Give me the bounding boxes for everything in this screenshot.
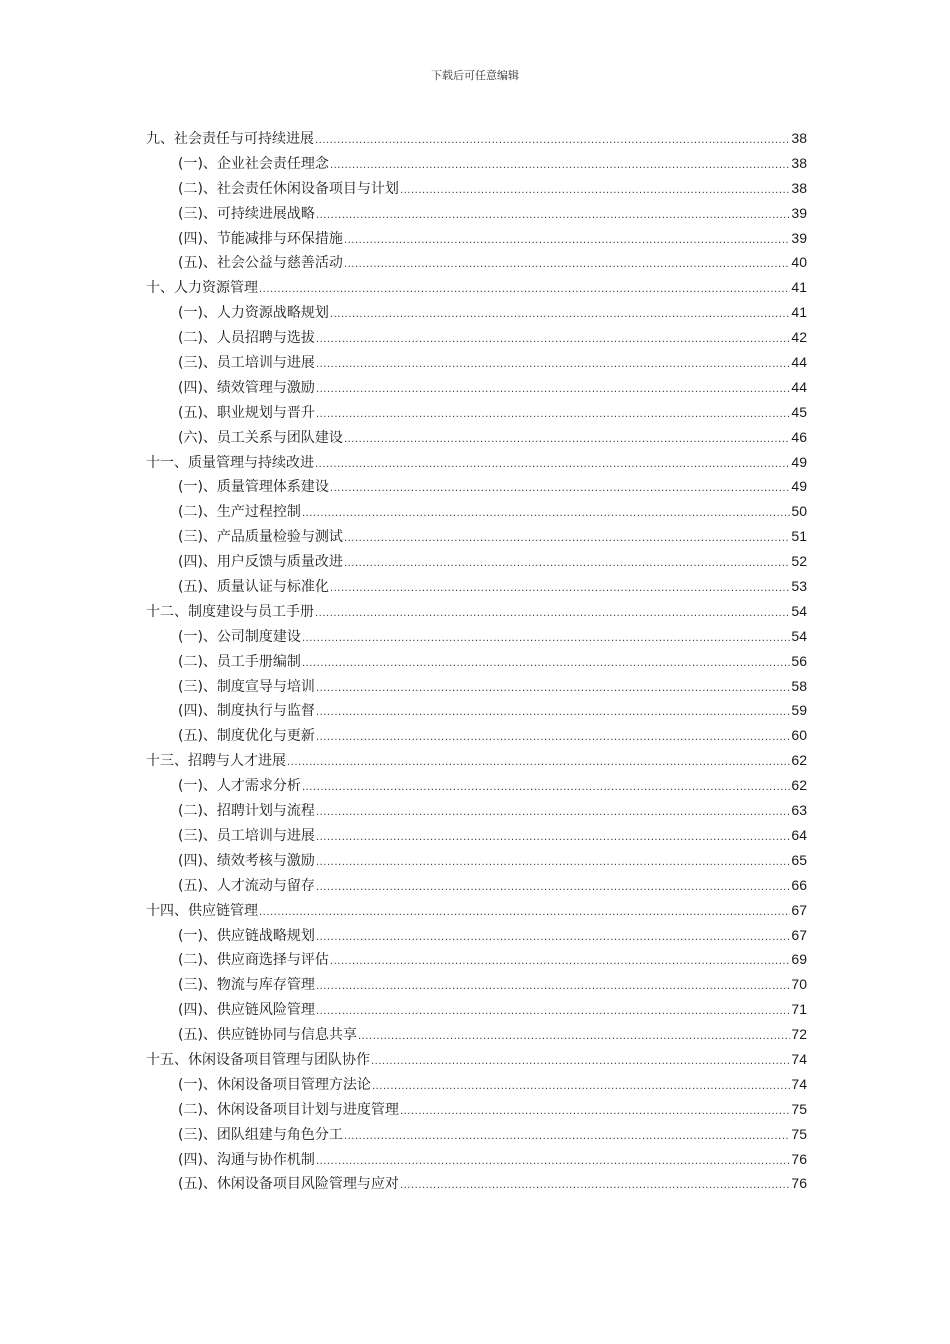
toc-entry-title: (二)、人员招聘与选拔 — [178, 330, 315, 347]
toc-page-number: 44 — [791, 354, 807, 371]
toc-page-number: 62 — [791, 777, 807, 794]
toc-section-entry[interactable] — [146, 823, 807, 848]
toc-section-entry[interactable] — [146, 624, 807, 649]
toc-dot-leader — [302, 627, 790, 652]
toc-page-number: 38 — [791, 179, 807, 196]
toc-entry-title: (五)、职业规划与晋升 — [178, 404, 315, 421]
toc-entry-title: (二)、供应商选择与评估 — [178, 952, 329, 969]
toc-chapter-entry[interactable] — [146, 748, 807, 773]
toc-page-number: 56 — [791, 652, 807, 669]
toc-chapter-entry[interactable] — [146, 275, 807, 300]
toc-entry-title: (二)、招聘计划与流程 — [178, 803, 315, 820]
toc-entry-title: 十三、招聘与人才进展 — [146, 753, 286, 770]
toc-section-entry[interactable] — [146, 1072, 807, 1097]
toc-chapter-entry[interactable] — [146, 898, 807, 923]
toc-section-entry[interactable] — [146, 524, 807, 549]
toc-entry-title: (三)、可持续进展战略 — [178, 205, 315, 222]
toc-entry-title: (一)、供应链战略规划 — [178, 927, 315, 944]
toc-page-number: 45 — [791, 403, 807, 420]
toc-entry-title: (二)、社会责任休闲设备项目与计划 — [178, 180, 399, 197]
toc-entry-title: (三)、员工培训与进展 — [178, 355, 315, 372]
toc-dot-leader — [316, 851, 790, 876]
toc-page-number: 53 — [791, 578, 807, 595]
toc-section-entry[interactable] — [146, 947, 807, 972]
toc-dot-leader — [371, 1050, 790, 1075]
toc-section-entry[interactable] — [146, 350, 807, 375]
toc-dot-leader — [344, 527, 790, 552]
toc-page-number: 49 — [791, 478, 807, 495]
toc-page-number: 49 — [791, 453, 807, 470]
toc-page-number: 38 — [791, 130, 807, 146]
toc-section-entry[interactable] — [146, 151, 807, 176]
toc-section-entry[interactable] — [146, 499, 807, 524]
toc-dot-leader — [316, 701, 790, 726]
toc-entry-title: (三)、产品质量检验与测试 — [178, 529, 343, 546]
toc-section-entry[interactable] — [146, 1122, 807, 1147]
toc-entry-title: (五)、社会公益与慈善活动 — [178, 255, 343, 272]
toc-page-number: 76 — [791, 1175, 807, 1192]
toc-page-number: 59 — [791, 702, 807, 719]
toc-chapter-entry[interactable] — [146, 599, 807, 624]
toc-page-number: 46 — [791, 428, 807, 445]
toc-page-number: 54 — [791, 627, 807, 644]
toc-entry-title: (四)、绩效管理与激励 — [178, 379, 315, 396]
toc-page-number: 72 — [791, 1026, 807, 1043]
toc-entry-title: (五)、质量认证与标准化 — [178, 579, 329, 596]
toc-section-entry[interactable] — [146, 848, 807, 873]
toc-section-entry[interactable] — [146, 972, 807, 997]
toc-section-entry[interactable] — [146, 674, 807, 699]
toc-section-entry[interactable] — [146, 400, 807, 425]
toc-entry-title: (六)、员工关系与团队建设 — [178, 429, 343, 446]
toc-page-number: 66 — [791, 876, 807, 893]
toc-dot-leader — [316, 1000, 790, 1025]
toc-dot-leader — [316, 353, 790, 378]
toc-page-number: 62 — [791, 752, 807, 769]
toc-dot-leader — [259, 278, 790, 303]
toc-entry-title: (四)、制度执行与监督 — [178, 703, 315, 720]
toc-section-entry[interactable] — [146, 997, 807, 1022]
toc-page-number: 64 — [791, 826, 807, 843]
toc-page-number: 41 — [791, 279, 807, 296]
toc-dot-leader — [358, 1025, 790, 1050]
toc-entry-title: (一)、人力资源战略规划 — [178, 305, 329, 322]
toc-dot-leader — [330, 950, 790, 975]
toc-dot-leader — [315, 129, 790, 154]
toc-section-entry[interactable] — [146, 1022, 807, 1047]
toc-page-number: 69 — [791, 951, 807, 968]
toc-dot-leader — [316, 801, 790, 826]
toc-page-number: 38 — [791, 154, 807, 171]
toc-entry-title: (一)、公司制度建设 — [178, 628, 301, 645]
toc-page-number: 75 — [791, 1100, 807, 1117]
toc-page-number: 76 — [791, 1150, 807, 1167]
toc-entry-title: (二)、休闲设备项目计划与进度管理 — [178, 1101, 399, 1118]
toc-entry-title: (二)、员工手册编制 — [178, 653, 301, 670]
toc-page-number: 67 — [791, 901, 807, 918]
toc-section-entry[interactable] — [146, 176, 807, 201]
toc-page-number: 60 — [791, 727, 807, 744]
toc-page-number: 75 — [791, 1125, 807, 1142]
toc-entry-title: (五)、休闲设备项目风险管理与应对 — [178, 1176, 399, 1193]
toc-dot-leader — [287, 751, 790, 776]
toc-dot-leader — [315, 602, 790, 627]
toc-dot-leader — [330, 154, 790, 179]
toc-dot-leader — [316, 876, 790, 901]
toc-entry-title: (一)、休闲设备项目管理方法论 — [178, 1076, 371, 1093]
toc-dot-leader — [302, 652, 790, 677]
toc-section-entry[interactable] — [146, 549, 807, 574]
toc-section-entry[interactable] — [146, 923, 807, 948]
toc-entry-title: 九、社会责任与可持续进展 — [146, 131, 314, 147]
toc-chapter-entry[interactable] — [146, 1047, 807, 1072]
toc-page-number: 71 — [791, 1001, 807, 1018]
toc-entry-title: (四)、沟通与协作机制 — [178, 1151, 315, 1168]
toc-dot-leader — [344, 428, 790, 453]
toc-entry-title: 十、人力资源管理 — [146, 280, 258, 297]
toc-entry-title: (一)、企业社会责任理念 — [178, 155, 329, 172]
toc-page-number: 41 — [791, 304, 807, 321]
toc-dot-leader — [344, 229, 790, 254]
toc-dot-leader — [316, 677, 790, 702]
toc-page-number: 65 — [791, 851, 807, 868]
toc-page-number: 74 — [791, 1075, 807, 1092]
toc-section-entry[interactable] — [146, 1097, 807, 1122]
toc-section-entry[interactable] — [146, 798, 807, 823]
table-of-contents — [146, 126, 807, 1196]
toc-entry-title: (五)、供应链协同与信息共享 — [178, 1027, 357, 1044]
toc-page-number: 67 — [791, 926, 807, 943]
toc-dot-leader — [316, 726, 790, 751]
toc-entry-title: 十四、供应链管理 — [146, 902, 258, 919]
toc-section-entry[interactable] — [146, 1171, 807, 1196]
toc-section-entry[interactable] — [146, 1147, 807, 1172]
toc-dot-leader — [344, 253, 790, 278]
toc-dot-leader — [315, 453, 790, 478]
toc-entry-title: (一)、质量管理体系建设 — [178, 479, 329, 496]
toc-page-number: 51 — [791, 528, 807, 545]
toc-entry-title: 十二、制度建设与员工手册 — [146, 603, 314, 620]
toc-dot-leader — [400, 1100, 790, 1125]
toc-dot-leader — [400, 179, 790, 204]
toc-page-number: 39 — [791, 204, 807, 221]
toc-page-number: 44 — [791, 378, 807, 395]
toc-dot-leader — [316, 378, 790, 403]
toc-section-entry[interactable] — [146, 723, 807, 748]
toc-entry-title: (五)、制度优化与更新 — [178, 728, 315, 745]
toc-dot-leader — [302, 502, 790, 527]
toc-page-number: 42 — [791, 329, 807, 346]
toc-dot-leader — [316, 204, 790, 229]
toc-entry-title: (三)、员工培训与进展 — [178, 827, 315, 844]
toc-entry-title: (三)、物流与库存管理 — [178, 977, 315, 994]
toc-entry-title: 十五、休闲设备项目管理与团队协作 — [146, 1051, 370, 1068]
toc-entry-title: (四)、绩效考核与激励 — [178, 852, 315, 869]
toc-entry-title: (四)、节能减排与环保措施 — [178, 230, 343, 247]
toc-page-number: 58 — [791, 677, 807, 694]
toc-section-entry[interactable] — [146, 375, 807, 400]
toc-dot-leader — [316, 926, 790, 951]
toc-page-number: 63 — [791, 802, 807, 819]
toc-dot-leader — [316, 1150, 790, 1175]
toc-entry-title: (四)、用户反馈与质量改进 — [178, 554, 343, 571]
toc-dot-leader — [344, 1125, 790, 1150]
toc-section-entry[interactable] — [146, 250, 807, 275]
toc-section-entry[interactable] — [146, 873, 807, 898]
toc-entry-title: (三)、团队组建与角色分工 — [178, 1126, 343, 1143]
toc-dot-leader — [400, 1174, 790, 1199]
toc-page-number: 54 — [791, 602, 807, 619]
toc-entry-title: (三)、制度宣导与培训 — [178, 678, 315, 695]
toc-page-number: 52 — [791, 553, 807, 570]
toc-page-number: 74 — [791, 1050, 807, 1067]
toc-section-entry[interactable] — [146, 649, 807, 674]
toc-entry-title: (四)、供应链风险管理 — [178, 1002, 315, 1019]
toc-dot-leader — [330, 477, 790, 502]
toc-dot-leader — [316, 826, 790, 851]
toc-section-entry[interactable] — [146, 698, 807, 723]
toc-section-entry[interactable] — [146, 201, 807, 226]
toc-dot-leader — [316, 975, 790, 1000]
toc-dot-leader — [330, 577, 790, 602]
toc-section-entry[interactable] — [146, 773, 807, 798]
toc-section-entry[interactable] — [146, 425, 807, 450]
toc-section-entry[interactable] — [146, 325, 807, 350]
toc-dot-leader — [372, 1075, 790, 1100]
toc-dot-leader — [330, 303, 790, 328]
toc-dot-leader — [316, 328, 790, 353]
toc-section-entry[interactable] — [146, 574, 807, 599]
toc-section-entry[interactable] — [146, 474, 807, 499]
page-header: 下载后可任意编辑 — [431, 69, 519, 82]
toc-section-entry[interactable] — [146, 226, 807, 251]
toc-chapter-entry[interactable] — [146, 450, 807, 475]
toc-entry-title: 十一、质量管理与持续改进 — [146, 454, 314, 471]
toc-page-number: 39 — [791, 229, 807, 246]
toc-page-number: 40 — [791, 254, 807, 271]
toc-page-number: 50 — [791, 503, 807, 520]
toc-chapter-entry[interactable] — [146, 126, 807, 151]
toc-entry-title: (五)、人才流动与留存 — [178, 877, 315, 894]
toc-dot-leader — [302, 776, 790, 801]
toc-dot-leader — [259, 901, 790, 926]
toc-page-number: 70 — [791, 976, 807, 993]
toc-dot-leader — [316, 403, 790, 428]
toc-dot-leader — [344, 552, 790, 577]
toc-section-entry[interactable] — [146, 300, 807, 325]
toc-entry-title: (一)、人才需求分析 — [178, 778, 301, 795]
toc-entry-title: (二)、生产过程控制 — [178, 504, 301, 521]
